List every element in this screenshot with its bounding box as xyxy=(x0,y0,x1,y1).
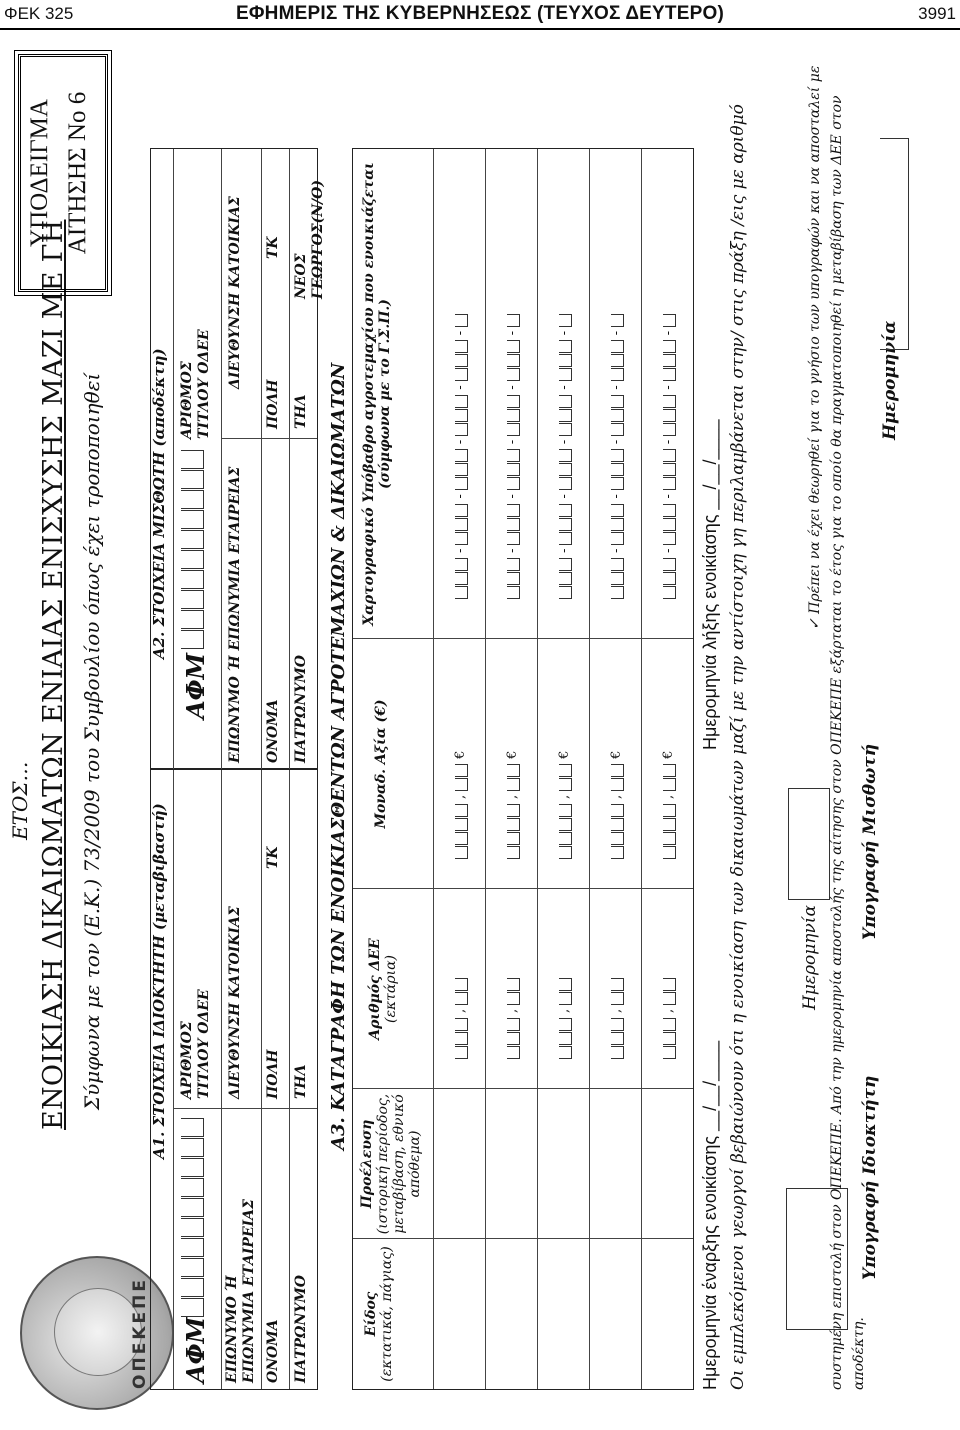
a1-first-name-label: ΟΝΟΜΑ xyxy=(265,1319,281,1383)
signature-date-label: Ημερομηνία xyxy=(880,320,900,440)
sample-badge xyxy=(18,54,108,292)
sample-line-2: ΑΙΤΗΣΗΣ No 6 xyxy=(64,91,91,255)
submission-note: ✓ Πρέπει να έχει θεωρηθεί για το γνήσιο των υπογραφών και να αποσταλεί με συστημένη επιστολή στον ΟΠΕΚΕΠΕ. Από την ημερομηνία αποστολής της αίτησης στον ΟΠΕΚΕΠΕ εξάρταται το έτος για το οποίο θα πραγματοποιηθεί η μεταβίβαση των ΔΕΕ στον αποδέκτη. xyxy=(807,65,867,1390)
col-value-header: Μοναδ. Αξία (€) xyxy=(373,699,389,829)
page-number: 3991 xyxy=(918,4,956,23)
declaration-text: Οι εμπλεκόμενοι γεωργοί βεβαιώνουν ότι η ενοικίαση των δικαιωμάτων μαζί με την αντίστοιχη γη περιλαμβάνεται στην/ στις πράξη /εις με αριθμό xyxy=(728,104,748,1390)
ddee-field[interactable]: , xyxy=(661,977,676,1059)
a1-city-label: ΠΟΛΗ xyxy=(265,1049,281,1099)
a1-opekepe-number-label: ΑΡΙΘΜΟΣ ΤΙΤΛΟΥ ΟΔΕΕ xyxy=(179,989,212,1099)
ddee-field[interactable]: , xyxy=(557,977,572,1059)
logo-seal xyxy=(54,1288,142,1376)
a1-afm-label: ΑΦΜ xyxy=(181,1316,210,1383)
gazette-title: ΕΦΗΜΕΡΙΣ ΤΗΣ ΚΥΒΕΡΝΗΣΕΩΣ (ΤΕΥΧΟΣ ΔΕΥΤΕΡΟ) xyxy=(236,3,724,24)
col-origin-header: Προέλευση (ιστορική περίοδος, μεταβίβαση, εθνικό απόθεμα) xyxy=(359,1093,423,1235)
col-type-header: Είδος (εκτατικά, πάγιας) xyxy=(363,1246,395,1382)
page-header xyxy=(0,0,960,30)
logo-text: ΟΠΕΚΕΠΕ xyxy=(130,1277,150,1389)
a2-city-label: ΠΟΛΗ xyxy=(265,379,281,429)
lease-start-date[interactable]: Ημερομηνία έναρξης ενοικίασης __/__/____ xyxy=(700,1040,720,1390)
ddee-field[interactable]: , xyxy=(609,977,624,1059)
a1-zip-label: ΤΚ xyxy=(265,846,281,869)
map-field[interactable]: - - - - - xyxy=(661,313,676,599)
value-field[interactable]: , € xyxy=(557,747,572,859)
a1-phone-label: ΤΗΛ xyxy=(293,1064,309,1099)
a1-name-label: ΕΠΩΝΥΜΟ Ή ΕΠΩΝΥΜΙΑ ΕΤΑΙΡΕΙΑΣ xyxy=(224,1199,257,1383)
map-field[interactable]: - - - - - xyxy=(557,313,572,599)
map-field[interactable]: - - - - - xyxy=(609,313,624,599)
value-field[interactable]: , € xyxy=(505,747,520,859)
rotated-form-area xyxy=(0,36,960,1430)
col-ddee-header: Αριθμός ΔΕΕ (εκτάρια) xyxy=(367,938,399,1040)
value-field[interactable]: , € xyxy=(661,747,676,859)
value-field[interactable]: , € xyxy=(609,747,624,859)
act-date-label: Ημερομηνία xyxy=(800,905,820,1010)
section-a1 xyxy=(150,768,318,1390)
a2-opekepe-number-label: ΑΡΙΘΜΟΣ ΤΙΤΛΟΥ ΟΔΕΕ xyxy=(179,329,212,439)
value-field[interactable]: , € xyxy=(453,747,468,859)
sample-line-1: ΥΠΟΔΕΙΓΜΑ xyxy=(26,99,53,247)
section-a1-heading: Α1. ΣΤΟΙΧΕΙΑ ΙΔΙΟΚΤΗΤΗ (μεταβιβαστή) xyxy=(150,803,168,1159)
section-a3-heading: Α3. ΚΑΤΑΓΡΑΦΗ ΤΩΝ ΕΝΟΙΚΙΑΣΘΕΝΤΩΝ ΑΓΡΟΤΕΜΑΧΙΩΝ & ΔΙΚΑΙΩΜΑΤΩΝ xyxy=(328,362,349,1150)
owner-signature-label: Υπογραφή Ιδιοκτήτη xyxy=(860,1075,880,1280)
a2-first-name-label: ΟΝΟΜΑ xyxy=(265,699,281,763)
ddee-field[interactable]: , xyxy=(505,977,520,1059)
signature-date-field[interactable] xyxy=(880,138,909,350)
map-field[interactable]: - - - - - xyxy=(453,313,468,599)
a1-afm-field[interactable] xyxy=(181,1117,204,1317)
a1-father-name-label: ΠΑΤΡΩΝΥΜΟ xyxy=(293,1275,309,1383)
a2-phone-label: ΤΗΛ xyxy=(293,394,309,429)
a2-young-farmer-label: ΝΕΟΣ ΓΕΩΡΓΟΣ(Ν/Ο) xyxy=(293,180,326,299)
application-form xyxy=(0,36,960,1430)
tenant-signature-label: Υπογραφή Μισθωτή xyxy=(860,743,880,940)
a2-address-label: ΔΙΕΥΘΥΝΣΗ ΚΑΤΟΙΚΙΑΣ xyxy=(227,196,243,389)
section-a2 xyxy=(150,148,326,770)
a1-address-label: ΔΙΕΥΘΥΝΣΗ ΚΑΤΟΙΚΙΑΣ xyxy=(227,906,243,1099)
parcels-table xyxy=(352,148,694,1390)
form-subtitle: Σύμφωνα με τον (Ε.Κ.) 73/2009 του Συμβουλίου όπως έχει τροποποιηθεί xyxy=(80,372,104,1110)
col-map-header: Χαρτογραφικό Υπόβαθρο αγροτεμαχίου που ενοικιάζεται (σύμφωνα με το Γ.Σ.Π.) xyxy=(361,162,393,626)
a2-father-name-label: ΠΑΤΡΩΝΥΜΟ xyxy=(293,655,309,763)
section-a2-heading: Α2. ΣΤΟΙΧΕΙΑ ΜΙΣΘΩΤΗ (αποδέκτη) xyxy=(150,348,168,659)
a2-name-label: ΕΠΩΝΥΜΟ Ή ΕΠΩΝΥΜΙΑ ΕΤΑΙΡΕΙΑΣ xyxy=(227,466,243,763)
gazette-issue: ΦΕΚ 325 xyxy=(4,4,74,23)
map-field[interactable]: - - - - - xyxy=(505,313,520,599)
a2-zip-label: ΤΚ xyxy=(265,236,281,259)
form-year: ΕΤΟΣ… xyxy=(8,761,32,840)
header-rule xyxy=(0,28,960,30)
lease-end-date[interactable]: Ημερομηνία λήξης ενοικίασης __/__/____ xyxy=(700,419,720,750)
a2-afm-label: ΑΦΜ xyxy=(181,652,210,719)
form-title: ΕΝΟΙΚΙΑΣΗ ΔΙΚΑΙΩΜΑΤΩΝ ΕΝΙΑΙΑΣ ΕΝΙΣΧΥΣΗΣ ΜΑΖΙ ΜΕ ΓΗ xyxy=(38,219,69,1130)
ddee-field[interactable]: , xyxy=(453,977,468,1059)
a2-afm-field[interactable] xyxy=(181,449,204,649)
